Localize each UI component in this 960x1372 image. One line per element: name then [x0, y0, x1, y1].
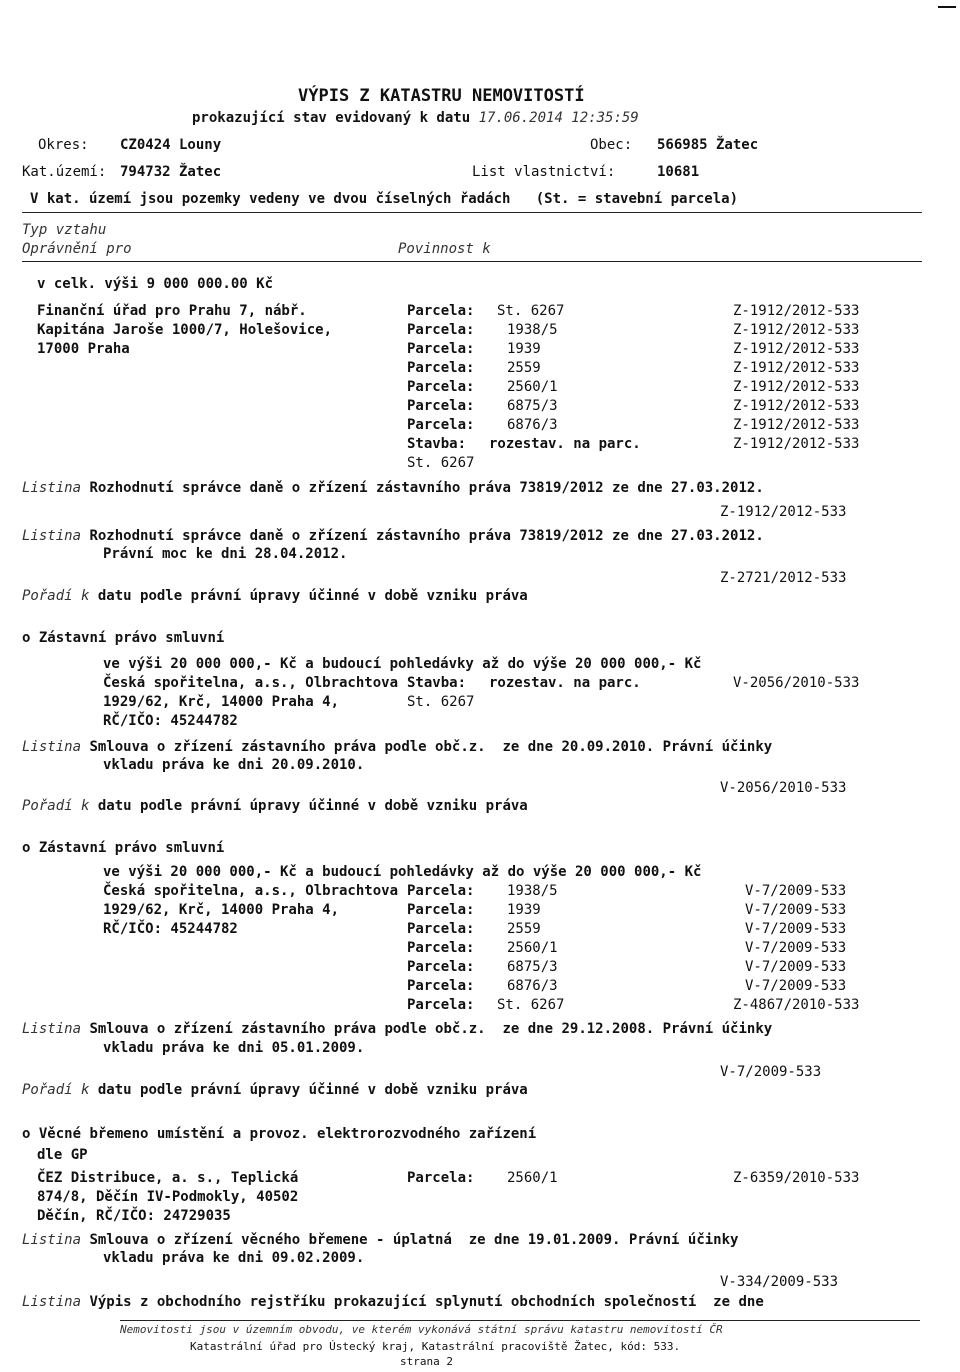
entry3-listina-cont: vkladu práva ke dni 05.01.2009. — [103, 1040, 365, 1056]
parcel-code: Z-6359/2010-533 — [733, 1170, 860, 1186]
parcel-value: 6875/3 — [507, 959, 558, 975]
colheader-divider — [22, 261, 922, 262]
entry1-listina2-cont: Právní moc ke dni 28.04.2012. — [103, 546, 348, 562]
entry2-owner-line: Česká spořitelna, a.s., Olbrachtova — [103, 675, 399, 691]
entry3-poradi: Pořadí k datu podle právní úpravy účinné v době vzniku práva — [22, 1082, 528, 1098]
snapshot-date: 17.06.2014 12:35:59 — [478, 110, 639, 126]
entry4-heading-cont: dle GP — [37, 1147, 88, 1163]
entry2-listina: Listina Smlouva o zřízení zástavního práva podle obč.z. ze dne 20.09.2010. Právní účinky — [22, 739, 773, 755]
parcel-label: Parcela: — [407, 322, 475, 338]
parcel-label: Parcela: — [407, 978, 475, 994]
parcel-label: Parcela: — [407, 997, 475, 1013]
okres-value: CZ0424 Louny — [120, 137, 222, 153]
col-header-typ: Typ vztahu — [22, 222, 107, 238]
parcel-value: 6876/3 — [507, 417, 558, 433]
parcel-value: 6875/3 — [507, 398, 558, 414]
parcel-value: 1939 — [507, 341, 541, 357]
parcel-value: 1939 — [507, 902, 541, 918]
parcel-label: Parcela: — [407, 883, 475, 899]
parcel-label: Parcela: — [407, 360, 475, 376]
footer-office: Katastrální úřad pro Ústecký kraj, Katastrální pracoviště Žatec, kód: 533. — [190, 1340, 681, 1353]
parcel-label: Parcela: — [407, 417, 475, 433]
parcel-code: Z-4867/2010-533 — [733, 997, 860, 1013]
entry4-listina-code: V-334/2009-533 — [720, 1274, 839, 1290]
parcel-value: 1938/5 — [507, 883, 558, 899]
entry2-owner-line: 1929/62, Krč, 14000 Praha 4, — [103, 694, 340, 710]
parcel-code: V-7/2009-533 — [745, 902, 847, 918]
parcel-label: Parcela: — [407, 921, 475, 937]
parcel-value: 2560/1 — [507, 379, 558, 395]
parcel-label: Parcela: — [407, 1170, 475, 1186]
parcel-label: Parcela: — [407, 398, 475, 414]
stavba-continuation: St. 6267 — [407, 455, 475, 471]
parcel-code: Z-1912/2012-533 — [733, 322, 860, 338]
parcel-label: Parcela: — [407, 303, 475, 319]
parcel-code: Z-1912/2012-533 — [733, 379, 860, 395]
entry2-heading: o Zástavní právo smluvní — [22, 630, 225, 646]
obec-value: 566985 Žatec — [657, 137, 759, 153]
parcel-value: St. 6267 — [497, 303, 565, 319]
entry4-heading: o Věcné břemeno umístění a provoz. elektrorozvodného zařízení — [22, 1126, 537, 1142]
stavba-value: rozestav. na parc. — [489, 675, 641, 691]
entry1-listina2-code: Z-2721/2012-533 — [720, 570, 847, 586]
listina-label: Listina — [22, 1021, 82, 1037]
col-header-opravneni: Oprávnění pro — [22, 241, 132, 257]
parcel-value: 2560/1 — [507, 1170, 558, 1186]
col-header-povinnost: Povinnost k — [398, 241, 491, 257]
parcel-code: Z-1912/2012-533 — [733, 436, 860, 452]
entry4-owner-line: ČEZ Distribuce, a. s., Teplická — [37, 1170, 299, 1186]
entry2-owner-line: RČ/IČO: 45244782 — [103, 713, 238, 729]
lv-value: 10681 — [657, 164, 700, 180]
entry1-owner-line: Kapitána Jaroše 1000/7, Holešovice, — [37, 322, 333, 338]
parcel-label: Parcela: — [407, 379, 475, 395]
document-subtitle: prokazující stav evidovaný k datu 17.06.2014 12:35:59 — [192, 110, 639, 126]
parcel-code: Z-1912/2012-533 — [733, 417, 860, 433]
entry1-listina1: Listina Rozhodnutí správce daně o zřízení zástavního práva 73819/2012 ze dne 27.03.2012. — [22, 480, 764, 496]
entry1-amount: v celk. výši 9 000 000.00 Kč — [37, 276, 274, 292]
entry2-listina-code: V-2056/2010-533 — [720, 780, 847, 796]
parcel-value: 2559 — [507, 360, 541, 376]
parcel-code: V-7/2009-533 — [745, 978, 847, 994]
okres-label: Okres: — [38, 137, 89, 153]
katuzemi-label: Kat.území: — [22, 164, 107, 180]
entry3-owner-line: RČ/IČO: 45244782 — [103, 921, 238, 937]
parcel-code: V-7/2009-533 — [745, 940, 847, 956]
entry4-listina-cont: vkladu práva ke dni 09.02.2009. — [103, 1250, 365, 1266]
listina-label: Listina — [22, 480, 82, 496]
entry4-listina: Listina Smlouva o zřízení věcného břemene - úplatná ze dne 19.01.2009. Právní účinky — [22, 1232, 739, 1248]
listina-label: Listina — [22, 1294, 82, 1310]
footer-divider — [120, 1320, 920, 1321]
entry3-listina: Listina Smlouva o zřízení zástavního práva podle obč.z. ze dne 29.12.2008. Právní účinky — [22, 1021, 773, 1037]
parcel-series-note: V kat. území jsou pozemky vedeny ve dvou číselných řadách (St. = stavební parcela) — [30, 191, 739, 207]
entry4-owner-line: Děčín, RČ/IČO: 24729035 — [37, 1208, 231, 1224]
parcel-value: 2560/1 — [507, 940, 558, 956]
entry1-owner-line: Finanční úřad pro Prahu 7, nábř. — [37, 303, 307, 319]
entry3-owner-line: 1929/62, Krč, 14000 Praha 4, — [103, 902, 340, 918]
entry3-amount: ve výši 20 000 000,- Kč a budoucí pohledávky až do výše 20 000 000,- Kč — [103, 864, 702, 880]
parcel-value: St. 6267 — [497, 997, 565, 1013]
stavba-value: rozestav. na parc. — [489, 436, 641, 452]
obec-label: Obec: — [590, 137, 633, 153]
entry3-heading: o Zástavní právo smluvní — [22, 840, 225, 856]
document-title: VÝPIS Z KATASTRU NEMOVITOSTÍ — [298, 86, 585, 106]
stavba-continuation: St. 6267 — [407, 694, 475, 710]
entry1-poradi: Pořadí k datu podle právní úpravy účinné v době vzniku práva — [22, 588, 528, 604]
parcel-label: Parcela: — [407, 940, 475, 956]
parcel-code: V-7/2009-533 — [745, 921, 847, 937]
entry4-owner-line: 874/8, Děčín IV-Podmokly, 40502 — [37, 1189, 299, 1205]
parcel-value: 1938/5 — [507, 322, 558, 338]
lv-label: List vlastnictví: — [472, 164, 616, 180]
entry2-amount: ve výši 20 000 000,- Kč a budoucí pohledávky až do výše 20 000 000,- Kč — [103, 656, 702, 672]
listina-label: Listina — [22, 739, 82, 755]
entry3-listina-code: V-7/2009-533 — [720, 1064, 822, 1080]
entry2-listina-cont: vkladu práva ke dni 20.09.2010. — [103, 757, 365, 773]
parcel-label: Parcela: — [407, 902, 475, 918]
entry3-owner-line: Česká spořitelna, a.s., Olbrachtova — [103, 883, 399, 899]
bullet-icon: o — [22, 840, 31, 856]
entry1-listina1-code: Z-1912/2012-533 — [720, 504, 847, 520]
entry4-listina2: Listina Výpis z obchodního rejstříku prokazující splynutí obchodních společností ze dne — [22, 1294, 764, 1310]
katuzemi-value: 794732 Žatec — [120, 164, 222, 180]
parcel-code: Z-1912/2012-533 — [733, 360, 860, 376]
parcel-code: V-7/2009-533 — [745, 883, 847, 899]
entry1-owner-line: 17000 Praha — [37, 341, 130, 357]
parcel-code: V-7/2009-533 — [745, 959, 847, 975]
bullet-icon: o — [22, 1126, 31, 1142]
listina-label: Listina — [22, 528, 82, 544]
stavba-label: Stavba: — [407, 675, 467, 691]
page-number: strana 2 — [400, 1355, 453, 1368]
footer-note: Nemovitosti jsou v územním obvodu, ve kterém vykonává státní správu katastru nemovitostí ČR — [120, 1323, 723, 1336]
entry1-listina2: Listina Rozhodnutí správce daně o zřízení zástavního práva 73819/2012 ze dne 27.03.2012. — [22, 528, 764, 544]
header-divider — [22, 212, 922, 213]
parcel-label: Parcela: — [407, 341, 475, 357]
parcel-code: Z-1912/2012-533 — [733, 398, 860, 414]
stavba-code: V-2056/2010-533 — [733, 675, 860, 691]
page-edge-mark — [938, 6, 956, 8]
parcel-label: Parcela: — [407, 959, 475, 975]
listina-label: Listina — [22, 1232, 82, 1248]
parcel-code: Z-1912/2012-533 — [733, 303, 860, 319]
parcel-code: Z-1912/2012-533 — [733, 341, 860, 357]
stavba-label: Stavba: — [407, 436, 467, 452]
parcel-value: 2559 — [507, 921, 541, 937]
bullet-icon: o — [22, 630, 31, 646]
parcel-value: 6876/3 — [507, 978, 558, 994]
entry2-poradi: Pořadí k datu podle právní úpravy účinné v době vzniku práva — [22, 798, 528, 814]
